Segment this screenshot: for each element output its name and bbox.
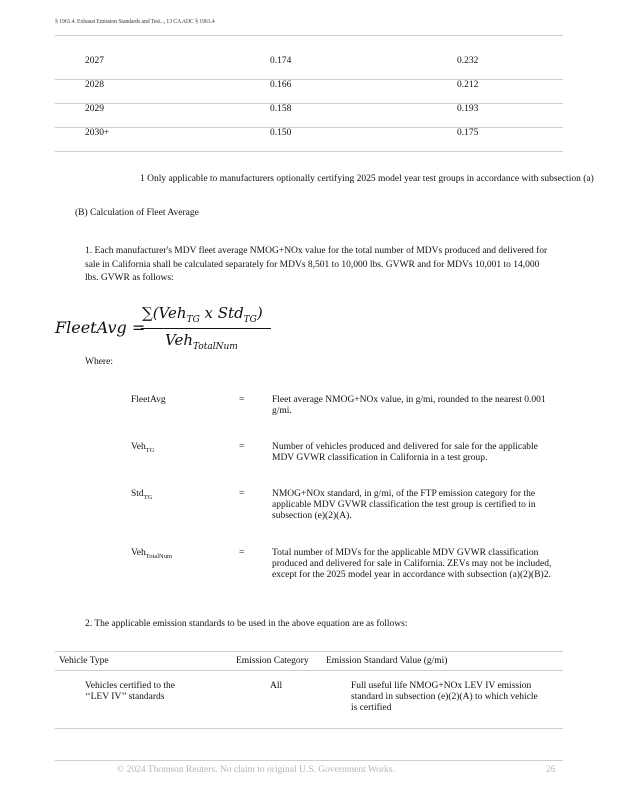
table-row <box>55 55 563 80</box>
running-header: § 1961.4. Exhaust Emission Standards and Test..., 13 CA ADC § 1961.4 <box>55 19 215 25</box>
definition-term-text: Std <box>131 489 144 499</box>
table-cell-vehicle-type: Vehicles certified to the ‘‘LEV IV’’ standards <box>85 681 175 702</box>
formula-lhs: FleetAvg = <box>55 318 146 337</box>
table-divider <box>55 651 563 652</box>
definition-text: Number of vehicles produced and delivered for sale for the applicable MDV GVWR classification in California in a test group. <box>272 442 538 463</box>
table-cell-value: 0.150 <box>270 128 292 138</box>
table-header: Vehicle Type <box>59 656 109 666</box>
footer-divider <box>55 760 563 761</box>
definition-equals: = <box>239 489 245 499</box>
where-label: Where: <box>85 357 113 367</box>
definition-term <box>131 395 166 405</box>
definition-text: NMOG+NOx standard, in g/mi, of the FTP emission category for the applicable MDV GVWR classification the test group is certified to in subsection (e)(2)(A). <box>272 489 536 521</box>
definition-text: Total number of MDVs for the applicable MDV GVWR classification produced and delivered for sale in California. ZEVs may not be included, except for the 2025 model year in accordance with subsection (a)(2)(B)2. <box>272 548 552 580</box>
definition-text: Fleet average NMOG+NOx value, in g/mi, rounded to the nearest 0.001 g/mi. <box>272 395 546 416</box>
formula-den-sub: TotalNum <box>193 342 238 352</box>
paragraph-standards: 2. The applicable emission standards to be used in the above equation are as follows: <box>85 619 408 629</box>
formula-num-sub: TG <box>243 315 257 325</box>
formula-num-part: ) <box>256 304 263 322</box>
table-cell-year: 2027 <box>85 56 104 66</box>
table-cell-year: 2030+ <box>85 128 110 138</box>
table-cell-value: 0.232 <box>457 56 479 66</box>
formula-den-part: Veh <box>165 331 193 349</box>
table-divider <box>55 670 563 671</box>
table-row <box>55 127 563 152</box>
table-cell-year: 2029 <box>85 104 104 114</box>
table-header: Emission Standard Value (g/mi) <box>326 656 448 666</box>
table-cell-value: 0.212 <box>457 80 479 90</box>
table-cell-value: 0.193 <box>457 104 479 114</box>
fleet-average-formula <box>55 304 355 356</box>
fraction-bar <box>141 328 271 329</box>
page-number: 26 <box>546 765 556 775</box>
table-cell-value: 0.166 <box>270 80 292 90</box>
table-cell-year: 2028 <box>85 80 104 90</box>
header-divider <box>55 35 563 36</box>
definition-term-text: FleetAvg <box>131 395 166 405</box>
table-cell-value: 0.174 <box>270 56 292 66</box>
definition-term <box>131 489 152 501</box>
formula-num-part: ∑(Veh <box>142 304 187 322</box>
definition-term <box>131 442 154 454</box>
definition-term <box>131 548 172 560</box>
definition-term-sub: TG <box>145 446 155 454</box>
formula-denominator <box>165 331 238 352</box>
table-cell-value: 0.175 <box>457 128 479 138</box>
table-header: Emission Category <box>236 656 309 666</box>
table-divider <box>55 728 563 729</box>
definition-equals: = <box>239 442 245 452</box>
formula-numerator <box>142 304 263 325</box>
footnote: 1 Only applicable to manufacturers optionally certifying 2025 model year test groups in accordance with subsection (a) <box>140 174 594 184</box>
definition-term-text: Veh <box>131 548 146 558</box>
formula-num-part: x Std <box>199 304 244 322</box>
table-cell-standard-value: Full useful life NMOG+NOx LEV IV emission standard in subsection (e)(2)(A) to which vehicle is certified <box>351 681 538 713</box>
table-cell-emission-category: All <box>270 681 283 691</box>
table-row <box>55 103 563 128</box>
definition-equals: = <box>239 395 245 405</box>
section-heading: (B) Calculation of Fleet Average <box>75 208 199 218</box>
definition-term-text: Veh <box>131 442 146 452</box>
definition-term-sub: TotalNum <box>145 552 173 560</box>
table-row <box>55 79 563 104</box>
formula-num-sub: TG <box>186 315 200 325</box>
paragraph-fleet-average: 1. Each manufacturer's MDV fleet average NMOG+NOx value for the total number of MDVs produced and delivered for sale in California shall be calculated separately for MDVs 8,501 to 10,000 lbs. GVWR and for MDVs 10,001 to 14,000 lbs. GVWR as follows: <box>85 246 548 283</box>
definition-equals: = <box>239 548 245 558</box>
copyright-footer: © 2024 Thomson Reuters. No claim to original U.S. Government Works. <box>117 765 395 775</box>
definition-term-sub: TG <box>143 493 153 501</box>
table-cell-value: 0.158 <box>270 104 292 114</box>
